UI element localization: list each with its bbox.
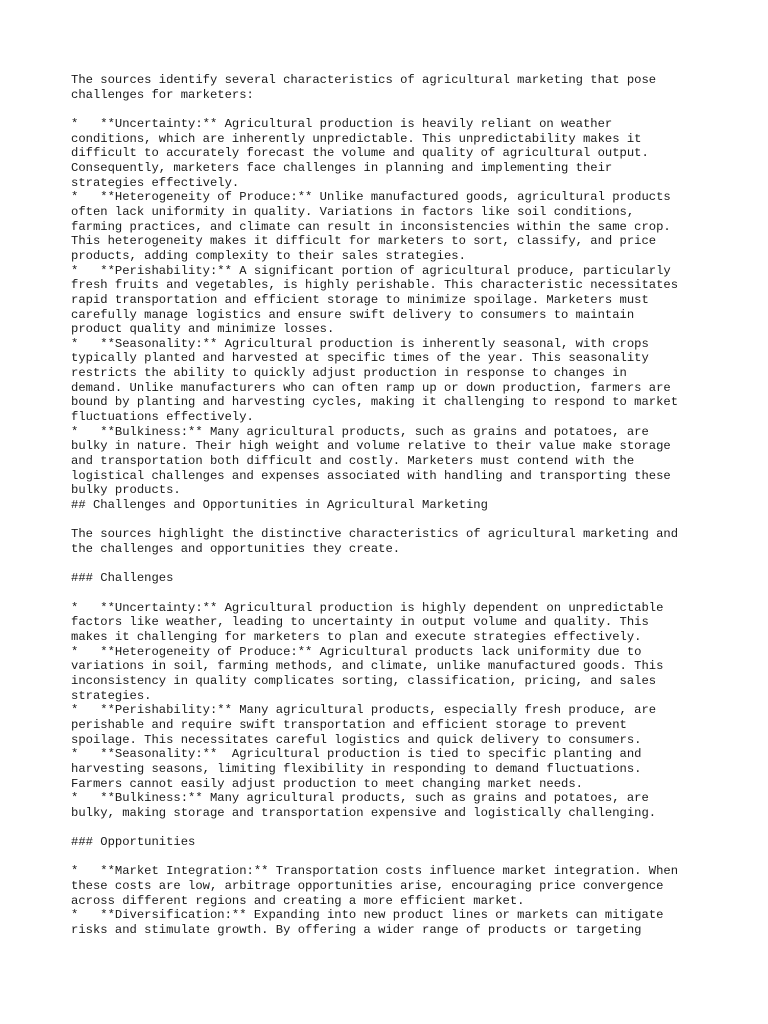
text-line: ### Challenges (71, 571, 174, 586)
text-line: perishable and require swift transportation and efficient storage to prevent (71, 717, 627, 732)
text-line: factors like weather, leading to uncertainty in output volume and quality. This (71, 615, 649, 630)
text-line: inconsistency in quality complicates sorting, classification, pricing, and sales (71, 673, 657, 688)
text-line: difficult to accurately forecast the volume and quality of agricultural output. (71, 146, 649, 161)
text-line: carefully manage logistics and ensure swift delivery to consumers to maintain (71, 307, 635, 322)
text-line: fresh fruits and vegetables, is highly perishable. This characteristic necessitates (71, 278, 679, 293)
text-line: challenges for marketers: (71, 87, 254, 102)
text-line: restricts the ability to quickly adjust production in response to changes in (71, 366, 627, 381)
text-line: ## Challenges and Opportunities in Agricultural Marketing (71, 498, 488, 513)
text-line: bulky in nature. Their high weight and volume relative to their value make storage (71, 439, 671, 454)
text-line: logistical challenges and expenses associated with handling and transporting these (71, 468, 671, 483)
text-line: often lack uniformity in quality. Variations in factors like soil conditions, (71, 204, 635, 219)
text-line (71, 102, 751, 117)
text-line: risks and stimulate growth. By offering a wider range of products or targeting (71, 923, 642, 938)
text-line: Farmers cannot easily adjust production to meet changing market needs. (71, 776, 583, 791)
text-line: * **Heterogeneity of Produce:** Agricultural products lack uniformity due to (71, 644, 642, 659)
text-line (71, 586, 751, 601)
text-line: makes it challenging for marketers to plan and execute strategies effectively. (71, 629, 642, 644)
text-line: typically planted and harvested at specific times of the year. This seasonality (71, 351, 649, 366)
text-line (71, 850, 751, 865)
text-line: farming practices, and climate can result in inconsistencies within the same crop. (71, 219, 671, 234)
text-line: the challenges and opportunities they create. (71, 542, 401, 556)
text-line: * **Seasonality:** Agricultural production is tied to specific planting and (71, 747, 642, 762)
text-line: strategies effectively. (71, 175, 240, 190)
text-line: rapid transportation and efficient storage to minimize spoilage. Marketers must (71, 292, 649, 307)
text-line: demand. Unlike manufacturers who can often ramp up or down production, farmers are (71, 380, 671, 395)
text-line: variations in soil, farming methods, and climate, unlike manufactured goods. This (71, 659, 664, 674)
text-line: Consequently, marketers face challenges in planning and implementing their (71, 160, 613, 175)
text-line (71, 820, 751, 835)
text-line: these costs are low, arbitrage opportunities arise, encouraging price convergence (71, 879, 664, 894)
text-line: strategies. (71, 688, 152, 703)
text-line: spoilage. This necessitates careful logistics and quick delivery to consumers. (71, 732, 642, 747)
text-line: fluctuations effectively. (71, 410, 254, 425)
text-line (71, 513, 751, 528)
text-line: bulky products. (71, 483, 181, 498)
text-line: * **Seasonality:** Agricultural production is inherently seasonal, with crops (71, 336, 649, 351)
text-line: The sources highlight the distinctive characteristics of agricultural marketing and (71, 527, 679, 542)
text-line: * **Perishability:** A significant portion of agricultural produce, particularly (71, 263, 671, 278)
text-line: * **Uncertainty:** Agricultural production is highly dependent on unpredictable (71, 600, 664, 615)
text-line: across different regions and creating a more efficient market. (71, 893, 525, 908)
document-text (71, 73, 751, 938)
text-line (71, 557, 751, 572)
text-line: and transportation both difficult and costly. Marketers must contend with the (71, 454, 635, 469)
text-line: * **Bulkiness:** Many agricultural products, such as grains and potatoes, are (71, 791, 649, 806)
text-line: ### Opportunities (71, 835, 196, 850)
text-line: This heterogeneity makes it difficult for marketers to sort, classify, and price (71, 234, 657, 249)
text-line: bound by planting and harvesting cycles, making it challenging to respond to market (71, 395, 679, 410)
text-line: * **Heterogeneity of Produce:** Unlike manufactured goods, agricultural products (71, 190, 671, 205)
text-line: * **Perishability:** Many agricultural products, especially fresh produce, are (71, 703, 657, 718)
text-line: products, adding complexity to their sales strategies. (71, 248, 466, 263)
text-line: harvesting seasons, limiting flexibility in responding to demand fluctuations. (71, 761, 642, 776)
text-line: * **Uncertainty:** Agricultural production is heavily reliant on weather (71, 116, 613, 131)
text-line: * **Market Integration:** Transportation costs influence market integration. When (71, 864, 679, 879)
text-line: * **Diversification:** Expanding into new product lines or markets can mitigate (71, 908, 664, 923)
text-line: The sources identify several characteristics of agricultural marketing that pose (71, 73, 657, 87)
text-line: * **Bulkiness:** Many agricultural products, such as grains and potatoes, are (71, 424, 649, 439)
text-line: product quality and minimize losses. (71, 322, 335, 337)
text-line: bulky, making storage and transportation expensive and logistically challenging. (71, 805, 657, 820)
text-line: conditions, which are inherently unpredictable. This unpredictability makes it (71, 131, 642, 146)
